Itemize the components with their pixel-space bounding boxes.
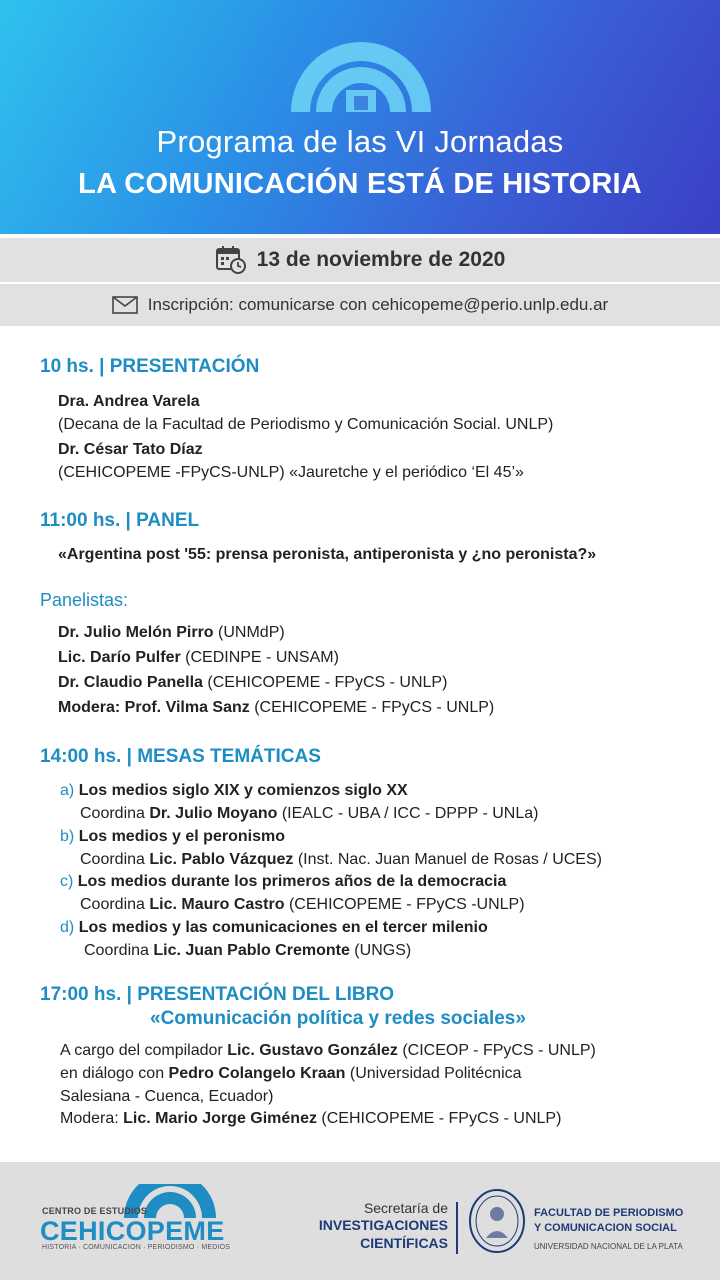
date-bar xyxy=(0,238,720,282)
speaker-desc: (CEHICOPEME -FPyCS-UNLP) «Jauretche y el periódico ‘El 45’» xyxy=(58,464,524,481)
speaker-name: Dr. César Tato Díaz xyxy=(58,441,203,458)
book-line: A cargo del compilador Lic. Gustavo González (CICEOP - FPyCS - UNLP) xyxy=(60,1042,596,1059)
book-line: en diálogo con Pedro Colangelo Kraan (Universidad Politécnica xyxy=(60,1065,522,1082)
header-banner xyxy=(0,0,720,234)
cehicopeme-arch-logo-icon xyxy=(286,36,436,112)
envelope-icon xyxy=(112,296,138,314)
footer-centro-label: CENTRO DE ESTUDIOS xyxy=(42,1206,148,1216)
speaker-desc: (Decana de la Facultad de Periodismo y Comunicación Social. UNLP) xyxy=(58,416,554,433)
faculty-logo: FACULTAD DE PERIODISMO Y COMUNICACION SOCIAL UNIVERSIDAD NACIONAL DE LA PLATA xyxy=(534,1207,684,1251)
table-title: c) Los medios durante los primeros años de la democracia xyxy=(60,873,507,890)
speaker-name: Dra. Andrea Varela xyxy=(58,393,200,410)
table-title: a) Los medios siglo XIX y comienzos siglo XX xyxy=(60,782,408,799)
footer-divider xyxy=(456,1202,458,1254)
event-date: 13 de noviembre de 2020 xyxy=(256,248,506,271)
university-seal-icon xyxy=(468,1188,526,1254)
book-title: «Comunicación política y redes sociales» xyxy=(150,1008,526,1029)
panelist-row: Modera: Prof. Vilma Sanz (CEHICOPEME - FPyCS - UNLP) xyxy=(58,699,495,716)
calendar-clock-icon xyxy=(215,245,247,275)
header-subtitle: Programa de las VI Jornadas xyxy=(156,124,564,159)
registration-bar xyxy=(0,284,720,326)
table-coordinator: Coordina Lic. Mauro Castro (CEHICOPEME - FPyCS -UNLP) xyxy=(80,896,525,913)
section-heading-libro: 17:00 hs. | PRESENTACIÓN DEL LIBRO xyxy=(40,984,395,1005)
panelists-label: Panelistas: xyxy=(40,590,129,610)
registration-text[interactable]: Inscripción: comunicarse con cehicopeme@perio.unlp.edu.ar xyxy=(147,295,609,314)
header-title: LA COMUNICACIÓN ESTÁ DE HISTORIA xyxy=(78,168,642,200)
table-title: d) Los medios y las comunicaciones en el tercer milenio xyxy=(60,919,488,936)
table-coordinator: Coordina Lic. Juan Pablo Cremonte (UNGS) xyxy=(84,942,412,959)
footer xyxy=(0,1162,720,1280)
book-line: Modera: Lic. Mario Jorge Giménez (CEHICOPEME - FPyCS - UNLP) xyxy=(60,1110,562,1127)
panelist-row: Dr. Claudio Panella (CEHICOPEME - FPyCS - UNLP) xyxy=(58,674,448,691)
panelist-row: Lic. Darío Pulfer (CEDINPE - UNSAM) xyxy=(58,649,339,666)
section-heading-mesas: 14:00 hs. | MESAS TEMÁTICAS xyxy=(40,746,321,767)
footer-tagline: HISTORIA · COMUNICACION · PERIODISMO · MEDIOS xyxy=(42,1244,231,1251)
table-coordinator: Coordina Dr. Julio Moyano (IEALC - UBA / ICC - DPPP - UNLa) xyxy=(80,805,539,822)
section-heading-panel: 11:00 hs. | PANEL xyxy=(40,510,200,531)
secretaria-logo: Secretaría de INVESTIGACIONES CIENTÍFICAS xyxy=(318,1200,448,1251)
footer-brand: CEHICOPEME xyxy=(40,1216,225,1246)
section-heading-presentacion: 10 hs. | PRESENTACIÓN xyxy=(40,356,260,377)
table-coordinator: Coordina Lic. Pablo Vázquez (Inst. Nac. Juan Manuel de Rosas / UCES) xyxy=(80,851,602,868)
table-title: b) Los medios y el peronismo xyxy=(60,828,285,845)
panel-title: «Argentina post '55: prensa peronista, antiperonista y ¿no peronista?» xyxy=(58,546,597,563)
book-line: Salesiana - Cuenca, Ecuador) xyxy=(60,1088,274,1105)
panelist-row: Dr. Julio Melón Pirro (UNMdP) xyxy=(58,624,285,641)
